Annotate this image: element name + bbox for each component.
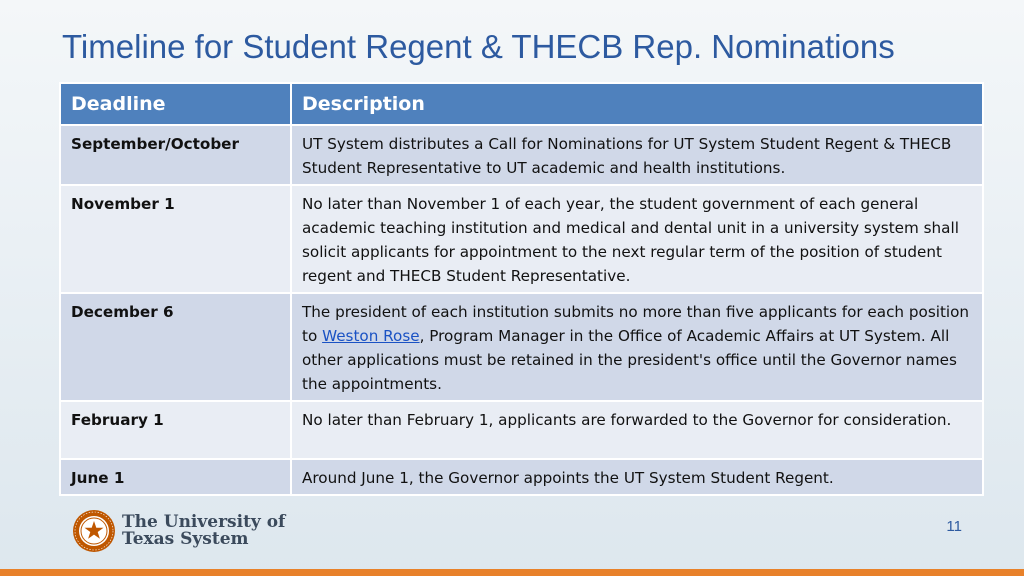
deadline-cell: February 1 — [60, 401, 291, 459]
weston-rose-link[interactable]: Weston Rose — [322, 327, 420, 345]
slide-title: Timeline for Student Regent & THECB Rep. Nominations — [62, 28, 895, 65]
table-row — [60, 293, 983, 401]
description-cell: No later than November 1 of each year, the student government of each general academic teaching institution and medical and dental unit in a university system shall solicit applicants for appointment to the next regular term of the position of student regent and THECB Student Representative. — [291, 185, 983, 293]
logo-wordmark — [122, 514, 285, 548]
table-row — [60, 459, 983, 495]
description-text-after-link: , Program Manager in the Office of Academic Affairs at UT System. All other applications must be retained in the president's office until the Governor names the appointments. — [302, 327, 957, 393]
timeline-table — [59, 82, 984, 496]
deadline-cell: September/October — [60, 125, 291, 185]
accent-bar — [0, 569, 1024, 576]
description-cell: No later than February 1, applicants are forwarded to the Governor for consideration. — [291, 401, 983, 459]
table-header-row — [60, 83, 983, 125]
header-deadline: Deadline — [60, 83, 291, 125]
ut-system-logo — [72, 508, 285, 554]
page-number: 11 — [946, 518, 962, 535]
deadline-cell: November 1 — [60, 185, 291, 293]
header-description: Description — [291, 83, 983, 125]
description-cell: Around June 1, the Governor appoints the UT System Student Regent. — [291, 459, 983, 495]
table-row — [60, 401, 983, 459]
table-row — [60, 185, 983, 293]
deadline-cell: June 1 — [60, 459, 291, 495]
logo-line-1: The University of — [122, 512, 286, 532]
description-text-before-link: The president of each institution submits no more than five applicants for each position to — [302, 303, 970, 345]
deadline-cell: December 6 — [60, 293, 291, 401]
logo-line-2: Texas System — [122, 529, 249, 549]
table-row — [60, 125, 983, 185]
description-cell — [291, 293, 983, 401]
description-cell: UT System distributes a Call for Nominations for UT System Student Regent & THECB Student Representative to UT academic and health institutions. — [291, 125, 983, 185]
ut-seal-icon — [72, 509, 116, 553]
